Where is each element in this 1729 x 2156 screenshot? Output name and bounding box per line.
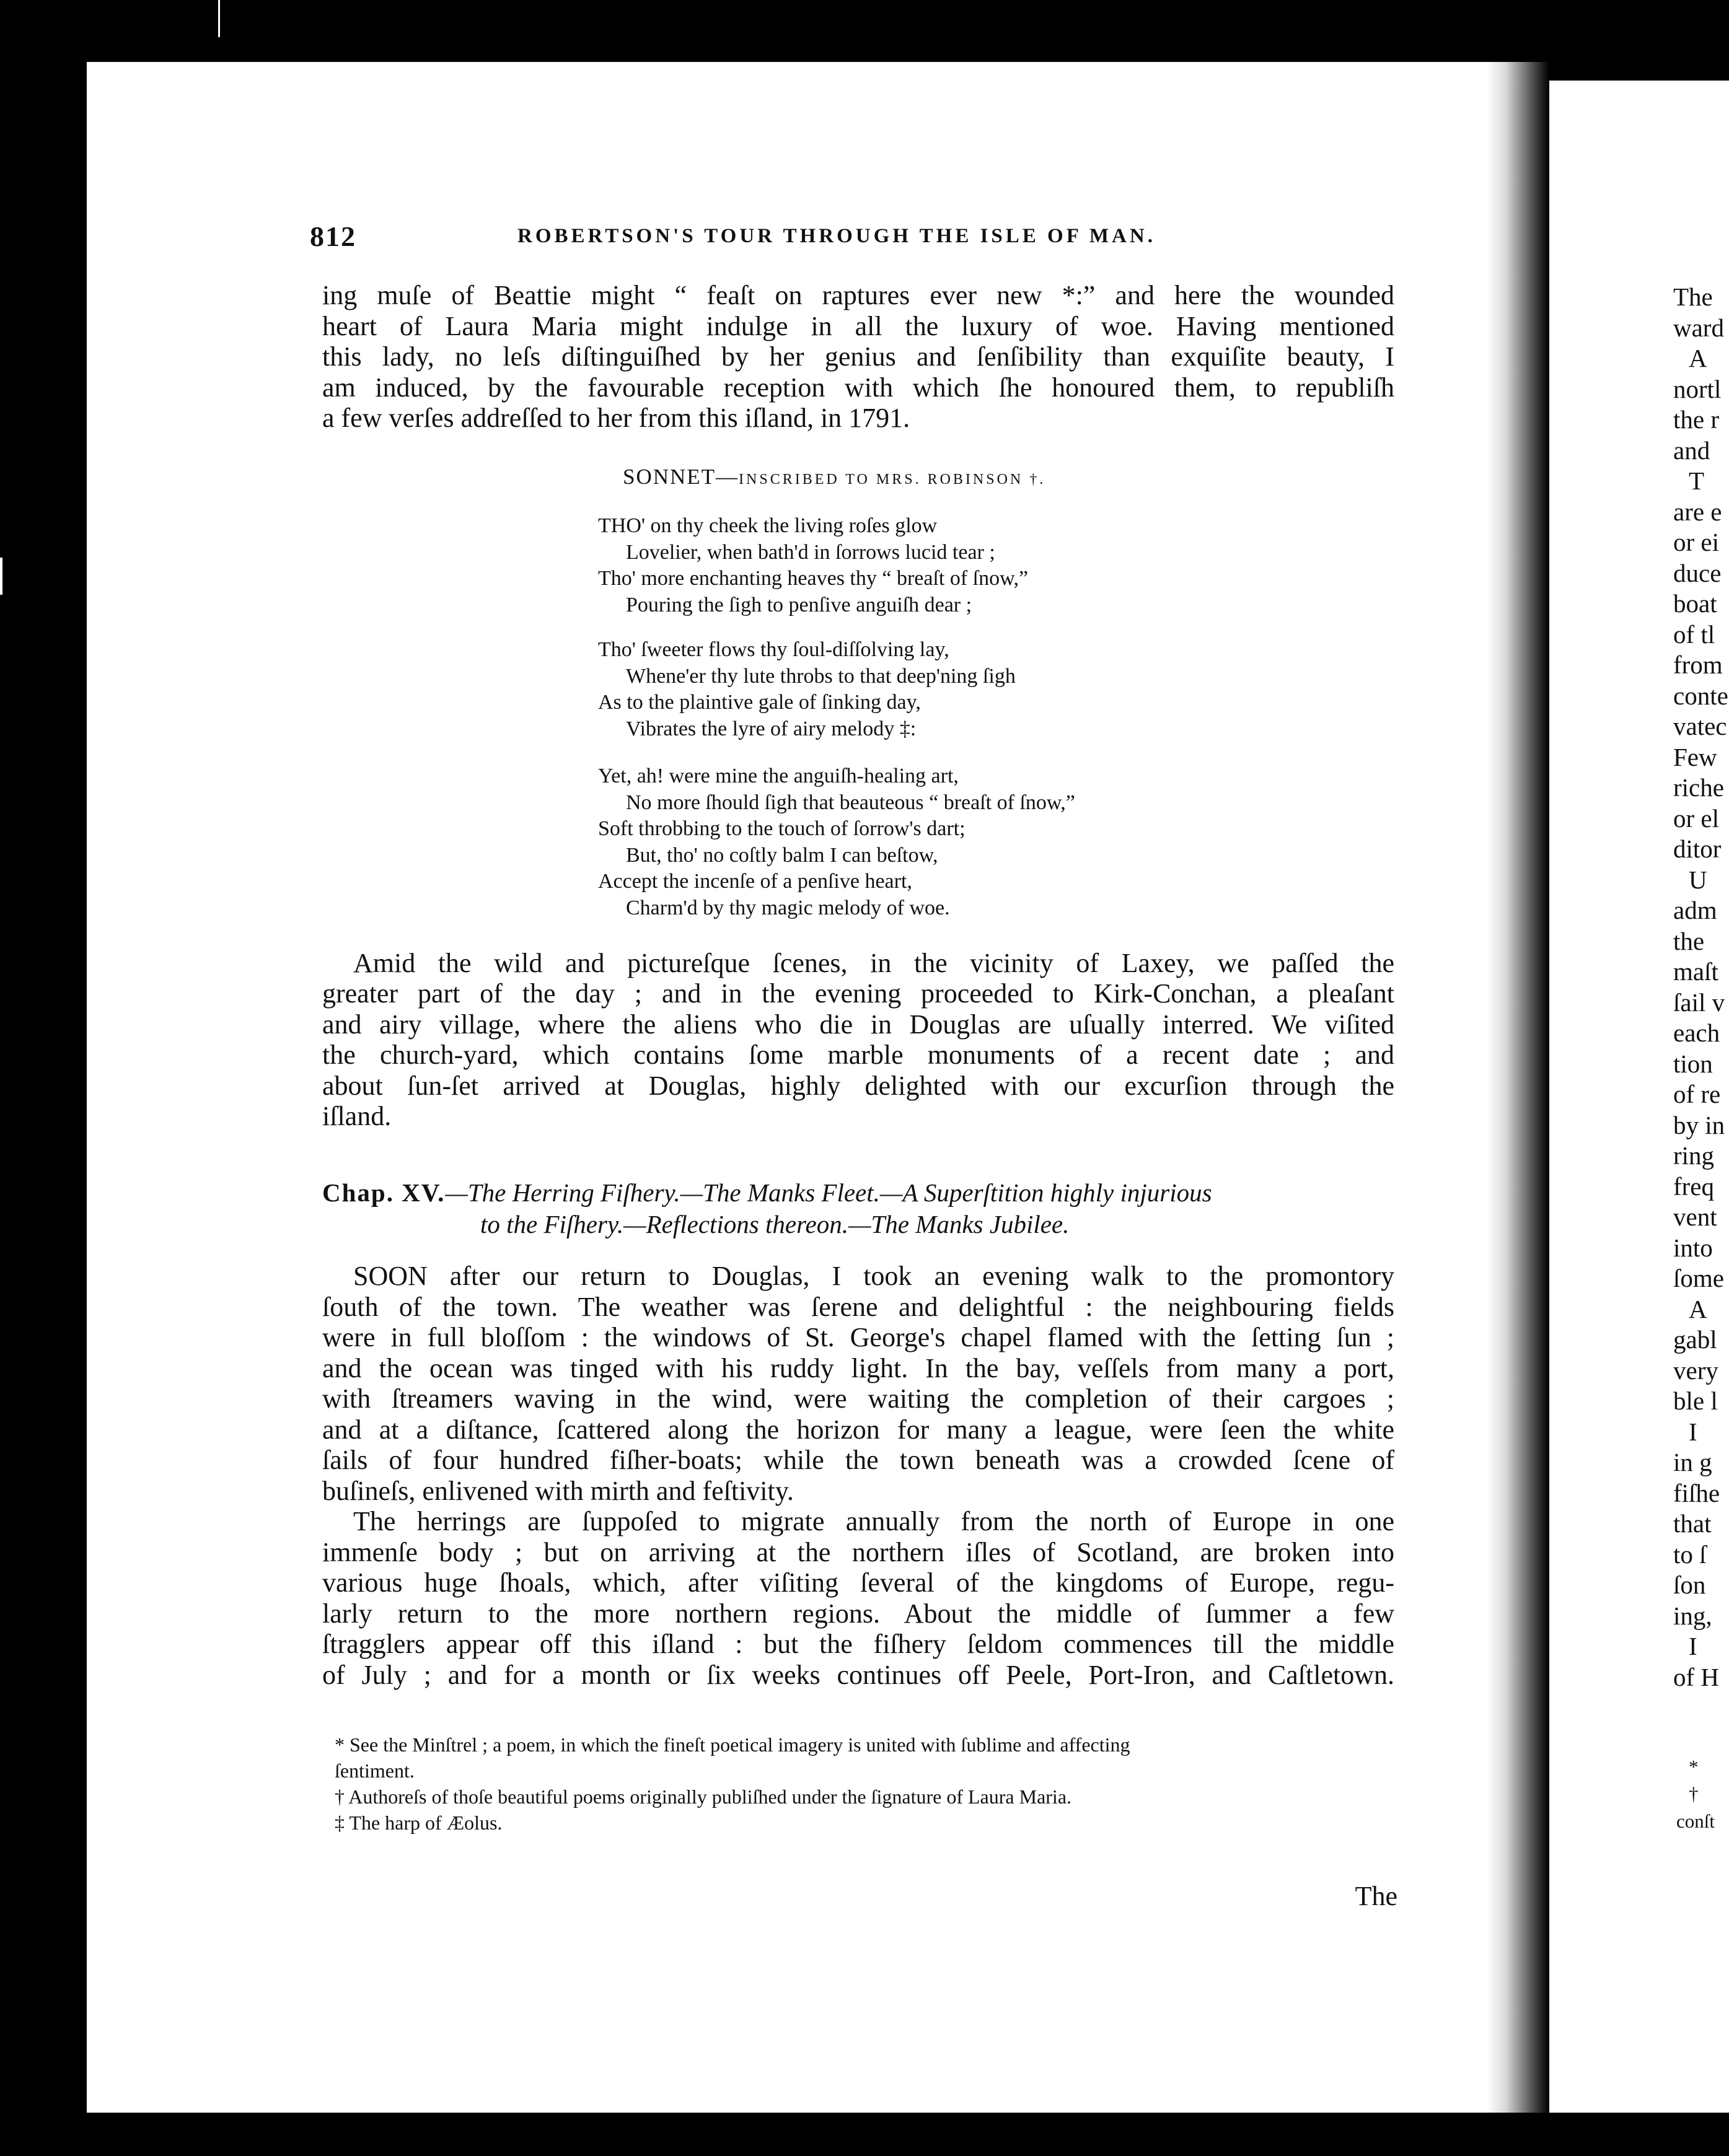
text-line: Amid the wild and pictureſque ſcenes, in the vicinity of Laxey, we paſſed the — [353, 948, 1394, 978]
fragment: in g — [1673, 1448, 1712, 1476]
fragment: of H — [1673, 1662, 1720, 1691]
fragment: gabl — [1673, 1325, 1717, 1354]
verse-line: THO' on thy cheek the living roſes glow — [598, 514, 938, 537]
text-line: this lady, no leſs diſtinguiſhed by her genius and ſenſibility than exquiſite beauty, I — [322, 341, 1394, 372]
fragment: * — [1689, 1756, 1699, 1777]
text-line: the church-yard, which contains ſome marble monuments of a recent date ; and — [322, 1040, 1394, 1070]
fragment: ble l — [1673, 1387, 1718, 1415]
fragment: from — [1673, 651, 1723, 679]
fragment: tion — [1673, 1049, 1713, 1078]
fragment: adm — [1673, 896, 1717, 924]
running-title: ROBERTSON'S TOUR THROUGH THE ISLE OF MAN. — [517, 225, 1156, 247]
fragment: riche — [1673, 773, 1724, 802]
fragment: boat — [1673, 589, 1717, 618]
margin-speck — [218, 0, 220, 37]
fragment: of tl — [1673, 620, 1715, 649]
fragment: the — [1673, 926, 1705, 955]
text-line: iſland. — [322, 1101, 392, 1131]
fragment: very — [1673, 1356, 1718, 1385]
text-line: and airy village, where the aliens who die in Douglas are uſually interred. We viſited — [322, 1009, 1394, 1040]
fragment: freq — [1673, 1172, 1715, 1201]
second-paragraph — [322, 948, 1394, 979]
footnotes — [335, 1732, 1394, 1836]
fragment: and — [1673, 436, 1710, 465]
verse-line: No more ſhould ſigh that beauteous “ breaſt of ſnow,” — [626, 791, 1075, 814]
fragment: A — [1689, 1294, 1707, 1323]
fragment: into — [1673, 1233, 1713, 1262]
text-line: buſineſs, enlivened with mirth and feſtivity. — [322, 1475, 794, 1506]
chapter-heading — [322, 1177, 1394, 1240]
fragment: ditor — [1673, 835, 1722, 863]
fragment: † — [1689, 1783, 1699, 1805]
verse-line: Yet, ah! were mine the anguiſh-healing art, — [598, 765, 959, 787]
fragment: U — [1689, 865, 1707, 894]
sonnet-stanza-3 — [598, 763, 1075, 921]
verse-line: Whene'er thy lute throbs to that deep'ning ſigh — [626, 664, 1016, 688]
fragment: nortl — [1673, 374, 1722, 403]
verse-line: As to the plaintive gale of ſinking day, — [598, 691, 921, 714]
fragment: conſt — [1676, 1810, 1715, 1832]
text-line: were in full bloſſom : the windows of St. George's chapel flamed with the ſetting ſun ; — [322, 1322, 1394, 1352]
text-line: heart of Laura Maria might indulge in all the luxury of woe. Having mentioned — [322, 310, 1394, 341]
verse-line: Tho' more enchanting heaves thy “ breaſt of ſnow,” — [598, 567, 1029, 590]
fragment: ing, — [1673, 1601, 1712, 1630]
fragment: the r — [1673, 405, 1719, 434]
fragment: ſail v — [1673, 988, 1725, 1017]
chapter-summary-line-1: —The Herring Fiſhery.—The Manks Fleet.—A Superſtition highly injurious — [445, 1178, 1212, 1207]
verse-line: Lovelier, when bath'd in ſorrows lucid tear ; — [626, 540, 995, 564]
fragment: to ſ — [1673, 1540, 1707, 1569]
chapter-paragraph-2 — [322, 1506, 1394, 1690]
fragment: ſon — [1673, 1571, 1706, 1599]
chapter-number: Chap. XV. — [322, 1178, 446, 1207]
book-gutter — [1487, 62, 1549, 2113]
text-line: ſails of four hundred fiſher-boats; while the town beneath was a crowded ſcene of — [322, 1445, 1394, 1475]
fragment: of re — [1673, 1080, 1721, 1108]
fragment: or ei — [1673, 528, 1719, 556]
page-number: 812 — [310, 221, 356, 252]
text-line: greater part of the day ; and in the evening proceeded to Kirk-Conchan, a pleaſant — [322, 978, 1394, 1009]
fragment: vatec — [1673, 712, 1727, 740]
verse-line: Tho' ſweeter flows thy ſoul-diſſolving lay, — [598, 638, 949, 661]
sonnet-title — [623, 465, 1045, 489]
sonnet-stanza-2 — [598, 637, 1016, 742]
verse-line: Pouring the ſigh to penſive anguiſh dear ; — [626, 593, 972, 616]
text-line: ing muſe of Beattie might “ feaſt on raptures ever new *:” and here the wounded — [322, 280, 1394, 310]
fragment: duce — [1673, 558, 1722, 587]
text-line: am induced, by the favourable reception with which ſhe honoured them, to republiſh — [322, 372, 1394, 403]
text-line: with ſtreamers waving in the wind, were waiting the completion of their cargoes ; — [322, 1383, 1394, 1414]
text-line: SOON after our return to Douglas, I took an evening walk to the promontory — [353, 1261, 1394, 1291]
fragment: vent — [1673, 1203, 1717, 1231]
fragment: I — [1689, 1417, 1697, 1446]
fragment: or el — [1673, 804, 1719, 833]
fragment: are e — [1673, 497, 1722, 526]
sonnet-heading: SONNET— — [623, 465, 739, 489]
facing-page-footnotes — [1676, 1753, 1729, 1835]
fragment: T — [1689, 467, 1705, 495]
footnote-continuation: ſentiment. — [335, 1759, 415, 1782]
verse-line: Charm'd by thy magic melody of woe. — [626, 896, 950, 919]
opening-paragraph — [322, 280, 1394, 434]
chapter-summary-line-2: to the Fiſhery.—Reflections thereon.—The Manks Jubilee. — [480, 1210, 1070, 1238]
text-line: and at a diſtance, ſcattered along the horizon for many a league, were ſeen the white — [322, 1414, 1394, 1445]
fragment: by in — [1673, 1110, 1725, 1139]
verse-line: But, tho' no coſtly balm I can beſtow, — [626, 843, 938, 867]
verse-line: Soft throbbing to the touch of ſorrow's dart; — [598, 817, 966, 840]
fragment: A — [1689, 344, 1707, 372]
chapter-paragraph-1 — [322, 1261, 1394, 1506]
verse-line: Accept the incenſe of a penſive heart, — [598, 870, 912, 893]
margin-speck — [0, 558, 2, 595]
fragment: each — [1673, 1019, 1720, 1047]
fragment: ſome — [1673, 1264, 1724, 1292]
text-line: ſouth of the town. The weather was ſerene and delightful : the neighbouring fields — [322, 1291, 1394, 1322]
fragment: maſt — [1673, 957, 1718, 986]
fragment: The — [1673, 283, 1713, 311]
fragment: I — [1689, 1632, 1697, 1660]
fragment: that — [1673, 1509, 1712, 1538]
catchword: The — [1355, 1881, 1397, 1911]
sonnet-stanza-1 — [598, 513, 1028, 618]
sonnet-dedication: INSCRIBED TO MRS. ROBINSON †. — [739, 471, 1046, 488]
fragment: ward — [1673, 313, 1724, 342]
text-line: of July ; and for a month or ſix weeks continues off Peele, Port-Iron, and Caſtletown. — [322, 1659, 1394, 1690]
text-line: about ſun-ſet arrived at Douglas, highly delighted with our excurſion through the — [322, 1070, 1394, 1101]
text-line: and the ocean was tinged with his ruddy light. In the bay, veſſels from many a port, — [322, 1352, 1394, 1383]
text-line: ſtragglers appear off this iſland : but the fiſhery ſeldom commences till the middle — [322, 1629, 1394, 1659]
verse-line: Vibrates the lyre of airy melody ‡: — [626, 717, 917, 740]
footnote: ‡ The harp of Æolus. — [335, 1812, 503, 1834]
text-line: larly return to the more northern regions. About the middle of ſummer a few — [322, 1598, 1394, 1629]
fragment: conte — [1673, 681, 1728, 710]
text-line: various huge ſhoals, which, after viſiting ſeveral of the kingdoms of Europe, regu- — [322, 1567, 1394, 1598]
facing-page-text — [1673, 282, 1729, 1693]
fragment: Few — [1673, 742, 1717, 771]
fragment: fiſhe — [1673, 1478, 1720, 1507]
fragment: ring — [1673, 1141, 1715, 1170]
text-line: The herrings are ſuppoſed to migrate annually from the north of Europe in one — [353, 1506, 1394, 1536]
second-paragraph-continued — [322, 978, 1394, 1132]
text-line: a few verſes addreſſed to her from this iſland, in 1791. — [322, 403, 910, 433]
running-head — [310, 220, 1382, 263]
footnote: † Authoreſs of thoſe beautiful poems originally publiſhed under the ſignature of Laura Maria. — [335, 1786, 1072, 1808]
footnote: * See the Minſtrel ; a poem, in which the fineſt poetical imagery is united with ſublime and affecting — [335, 1733, 1130, 1756]
text-line: immenſe body ; but on arriving at the northern iſles of Scotland, are broken into — [322, 1536, 1394, 1567]
